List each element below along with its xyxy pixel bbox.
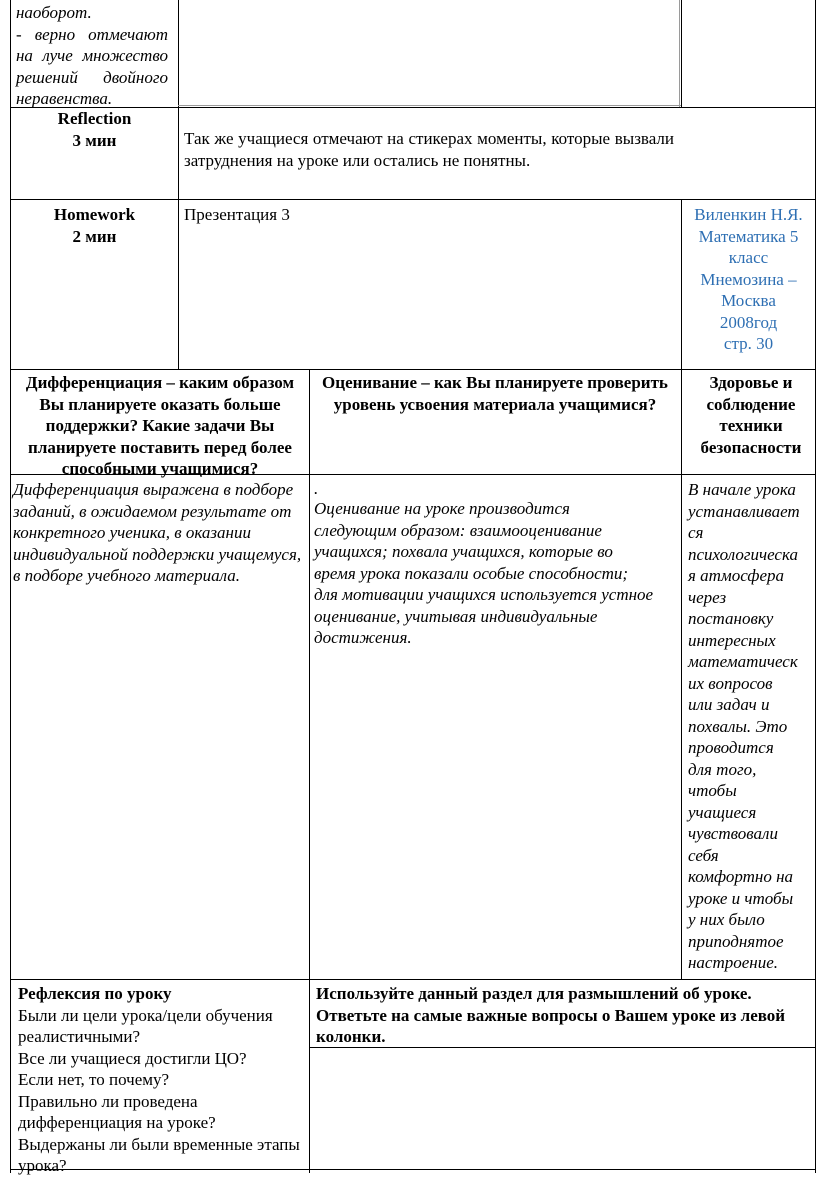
top-line: наоборот. [16, 3, 92, 22]
health-line: я атмосфера [688, 566, 785, 585]
divider [10, 199, 816, 200]
reflection-label-cell [11, 108, 178, 151]
homework-content-cell [184, 204, 674, 226]
health-line: учащиеся [688, 802, 757, 822]
health-line: приподнятое [688, 931, 784, 951]
health-line: интересных [688, 630, 776, 650]
divider [681, 369, 682, 979]
differentiation-header [14, 372, 306, 480]
homework-title: Homework [53, 205, 136, 224]
health-content [688, 479, 815, 974]
health-line: В начале урока [688, 480, 796, 499]
reflection-question: Если нет, то почему? [18, 1070, 170, 1089]
health-line: уроке и чтобы [688, 888, 794, 908]
reflection-instruction-text: Используйте данный раздел для размышлений об уроке. Ответьте на самые важные вопросы о Вашем уроке из левой колонки. [316, 984, 786, 1046]
divider [178, 105, 681, 106]
resource-line: Виленкин Н.Я. [694, 205, 803, 224]
health-line: комфортно на [688, 867, 794, 886]
homework-time: 2 мин [72, 226, 117, 246]
resource-line: класс [728, 248, 769, 267]
reflection-question: Все ли учащиеся достигли ЦО? [18, 1048, 247, 1068]
divider [10, 369, 816, 370]
divider [681, 0, 682, 107]
health-line: чтобы [688, 781, 737, 800]
homework-resources-cell [682, 204, 815, 355]
reflection-notes-area[interactable] [310, 1048, 815, 1169]
resource-line: Москва [721, 291, 776, 310]
resource-line: стр. 30 [723, 334, 774, 353]
resource-line: 2008год [719, 312, 778, 332]
reflection-time: 3 мин [72, 130, 117, 150]
health-line: чувствовали [688, 824, 778, 843]
health-line: похвалы. Это [688, 716, 788, 736]
health-line: устанавливает [688, 501, 800, 521]
divider [679, 0, 680, 107]
reflection-title: Reflection [57, 109, 132, 128]
assessment-content [314, 479, 654, 649]
reflection-question: Правильно ли проведена дифференциация на уроке? [18, 1091, 216, 1132]
resource-line: Мнемозина – [700, 269, 797, 289]
health-line: себя [688, 845, 719, 865]
resource-line: Математика 5 [698, 226, 799, 246]
lesson-reflection-instruction [316, 983, 806, 1048]
assessment-header [322, 372, 668, 415]
lesson-reflection-title: Рефлексия по уроку [18, 984, 172, 1003]
health-line: через [688, 587, 727, 607]
homework-label-cell [11, 204, 178, 247]
homework-content: Презентация 3 [184, 205, 290, 224]
reflection-content: Так же учащиеся отмечают на стикерах моменты, которые вызвали затруднения на уроке или остались не понятны. [184, 129, 674, 170]
assessment-text: Оценивание на уроке производится следующим образом: взаимооценивание учащихся; похвала учащихся, которые во время урока показали особые способности; для мотивации учащихся используется устное оценивание, учитывая индивидуальные достижения. [314, 499, 654, 647]
differentiation-text: Дифференциация выражена в подборе заданий, в ожидаемом результате от конкретного ученика, в оказании индивидуальной поддержки учащемуся, в подборе учебного материала. [13, 480, 302, 585]
assessment-dot: . [314, 479, 319, 498]
top-line: - верно отмечают на луче множество решений двойного неравенства. [16, 24, 168, 108]
differentiation-header-text: Дифференциация – каким образом Вы планируете оказать больше поддержки? Какие задачи Вы планируете поставить перед более способными учащимися? [25, 373, 295, 478]
health-line: психологическа [688, 544, 799, 564]
health-header-text: Здоровье и соблюдение техники безопасности [700, 373, 802, 457]
top-continuation-cell [16, 2, 168, 110]
health-line: их вопросов [688, 673, 773, 693]
divider [10, 979, 816, 980]
health-line: постановку [688, 609, 774, 628]
table-border-left [10, 0, 11, 1173]
reflection-content-cell [184, 128, 674, 171]
health-line: или задач и [688, 695, 770, 714]
health-header [690, 372, 812, 458]
health-line: ся [688, 523, 704, 542]
reflection-question: Выдержаны ли были временные этапы урока? [18, 1134, 300, 1175]
health-line: настроение. [688, 953, 779, 972]
health-line: математическ [688, 652, 798, 671]
health-line: проводится [688, 738, 774, 757]
differentiation-content [13, 479, 305, 587]
lesson-reflection-questions [18, 983, 303, 1177]
health-line: у них было [688, 910, 765, 929]
health-line: для того, [688, 759, 757, 779]
reflection-question: Были ли цели урока/цели обучения реалистичными? [18, 1005, 273, 1046]
assessment-header-text: Оценивание – как Вы планируете проверить уровень усвоения материала учащимися? [322, 373, 668, 414]
divider [178, 0, 179, 369]
